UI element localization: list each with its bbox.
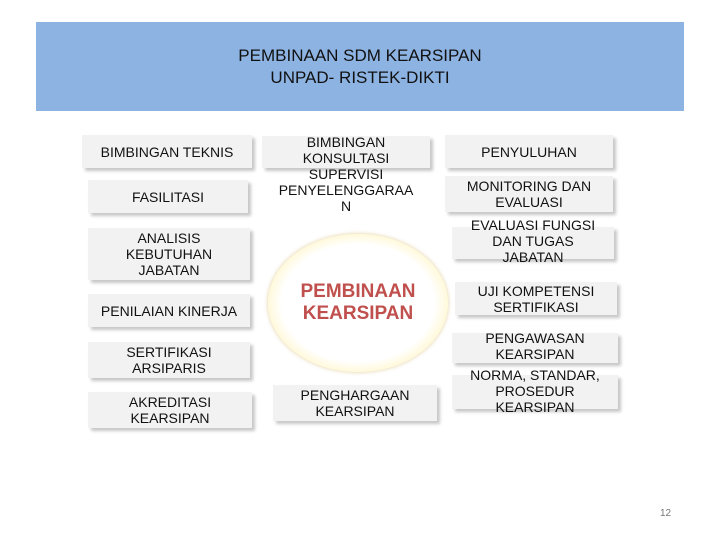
box-fasilitasi [88, 180, 248, 213]
label-penyuluhan: PENYULUHAN [481, 143, 577, 160]
label-fasilitasi: FASILITASI [131, 188, 205, 205]
box-penghargaan-kearsipan [273, 385, 437, 421]
box-bimbingan-teknis [82, 135, 252, 168]
text-supervisi-penyelenggaraan [262, 166, 430, 214]
label-analisis-1: ANALISIS [137, 230, 201, 246]
center-label-2: KEARSIPAN [302, 303, 414, 324]
label-norma-3: KEARSIPAN [495, 399, 575, 415]
page-number: 12 [660, 508, 672, 519]
box-analisis-kebutuhan-jabatan [88, 228, 250, 280]
label-analisis-2: KEBUTUHAN [125, 246, 213, 262]
label-bimbingan-teknis: BIMBINGAN TEKNIS [100, 143, 234, 160]
box-evaluasi-fungsi [452, 217, 614, 265]
label-evaluasi-fungsi-1: EVALUASI FUNGSI [470, 217, 596, 233]
title-line-1: PEMBINAAN SDM KEARSIPAN [238, 45, 482, 65]
label-penilaian-kinerja: PENILAIAN KINERJA [100, 302, 238, 319]
center-circle-pembinaan-kearsipan [268, 234, 448, 372]
label-sertifikasi-1: SERTIFIKASI [126, 344, 212, 360]
label-penghargaan-2: KEARSIPAN [315, 403, 395, 419]
label-evaluasi-fungsi-3: JABATAN [502, 249, 564, 265]
label-pengawasan-2: KEARSIPAN [495, 346, 575, 362]
label-supervisi-1: SUPERVISI [308, 166, 384, 182]
label-penghargaan-1: PENGHARGAAN [300, 387, 410, 403]
label-akreditasi-2: KEARSIPAN [130, 410, 210, 426]
box-bimbingan-konsultasi [262, 136, 430, 168]
title-banner [36, 22, 684, 111]
label-akreditasi-1: AKREDITASI [128, 394, 212, 410]
box-monitoring-evaluasi [445, 176, 613, 212]
label-norma-2: PROSEDUR [495, 383, 575, 399]
label-bimbingan-konsultasi-1: BIMBINGAN [306, 134, 386, 150]
box-penyuluhan [445, 135, 613, 168]
label-evaluasi-fungsi-2: DAN TUGAS [492, 233, 574, 249]
label-uji-kompetensi-1: UJI KOMPETENSI [477, 282, 595, 299]
label-monitoring-1: MONITORING DAN [466, 178, 592, 194]
title-line-2: UNPAD- RISTEK-DIKTI [270, 67, 450, 87]
label-supervisi-3: N [340, 198, 352, 214]
box-norma-standar-prosedur [452, 367, 618, 415]
box-penilaian-kinerja [88, 294, 250, 327]
label-norma-1: NORMA, STANDAR, [470, 367, 600, 383]
box-pengawasan-kearsipan [452, 330, 618, 363]
box-akreditasi-kearsipan [88, 392, 252, 428]
label-pengawasan-1: PENGAWASAN [485, 330, 585, 346]
box-uji-kompetensi [455, 282, 617, 315]
label-analisis-3: JABATAN [138, 262, 200, 278]
label-uji-kompetensi-2: SERTIFIKASI [493, 298, 579, 315]
box-sertifikasi-arsiparis [88, 342, 250, 378]
label-bimbingan-konsultasi-2: KONSULTASI [302, 150, 390, 166]
label-monitoring-2: EVALUASI [495, 194, 563, 210]
center-label-1: PEMBINAAN [300, 281, 416, 302]
label-supervisi-2: PENYELENGGARAA [278, 182, 414, 198]
label-sertifikasi-2: ARSIPARIS [132, 360, 206, 376]
